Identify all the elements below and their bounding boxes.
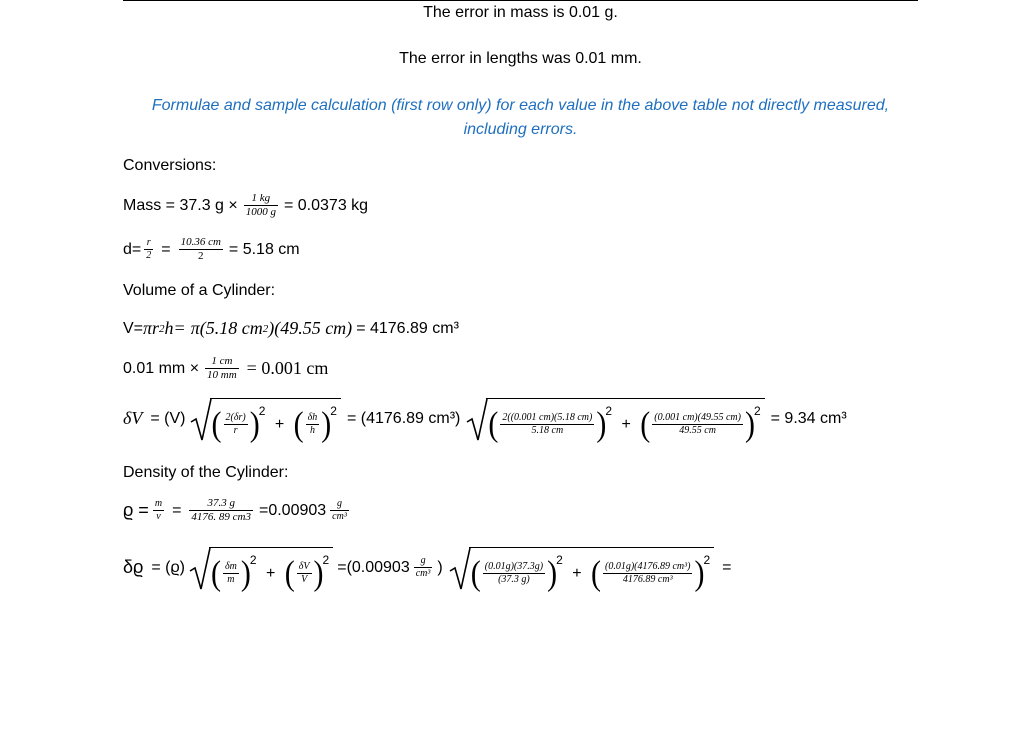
- error-conversion: 0.01 mm × $\frac{1 cm}{10 mm}$ = 0.001 cm: [123, 355, 329, 381]
- mass-result: = 0.0373 kg: [283, 196, 369, 214]
- diameter-r-fraction: $\frac{r}{2}$: [146, 237, 152, 261]
- radical-icon: [449, 547, 471, 591]
- volume-formula: V= πr 2 h= π(5.18 cm 2 )(49.55 cm) = 4176.89 cm³: [123, 318, 459, 338]
- density-radical-2: ( $\frac{(0.01g)(37.3g)}{(37.3 g)}$ )$^2$ + ( $\frac{\text{(0.01g)(4176.89 cm³)}}{\text{4176.89 cm³}}$ )$^2$: [449, 547, 714, 589]
- radical-icon: [189, 547, 211, 591]
- top-rule: [123, 0, 918, 1]
- caption-line-2: including errors.: [463, 121, 578, 138]
- density-radical-1: ( $\frac{\delta m}{m}$ )$^2$ + ( $\frac{\delta V}{V}$ )$^2$: [189, 547, 333, 589]
- density-uncertainty-result: =: [722, 558, 732, 576]
- caption-line-1: Formulae and sample calculation (first row only) for each value in the above table not directly measured,: [151, 97, 890, 114]
- density-fraction: $\frac{37.3 g}{4176. 89 cm3}$: [191, 497, 251, 523]
- diameter-value-fraction: $\frac{10.36 cm}{2}$: [180, 236, 221, 262]
- volume-radical-2: ( $\frac{2((0.001 cm)(5.18 cm)}{5.18 cm}$ )$^2$ + ( $\frac{(0.001 cm)(49.55 cm)}{49.55 cm}$ )$^2$: [466, 398, 764, 440]
- mass-error-text: The error in mass is 0.01 g.: [423, 4, 618, 21]
- density-uncertainty: δϱ = (ϱ) ( $\frac{\delta m}{m}$ )$^2$ + ( $\frac{\delta V}{V}$ )$^2$ =(0.00903 $\frac{g}{\text{cm³}}$ ) ( $\frac{(0.01g)(37.3g)}{(37.3 g)}$ )$^2$ + ( $\frac{\text{(0.01g)(4176.89 cm³)}}{\text{4176.89 cm³}}$ )$^2$ =: [123, 547, 732, 589]
- diameter-prefix: d=: [123, 240, 142, 258]
- diameter-conversion: d= $\frac{r}{2}$ = $\frac{10.36 cm}{2}$ = 5.18 cm: [123, 236, 300, 262]
- volume-uncertainty: δV = (V) ( $\frac{2(\delta r)}{r}$ )$^2$ + ( $\frac{\delta h}{h}$ )$^2$ = (4176.89 cm³) ( $\frac{2((0.001 cm)(5.18 cm)}{5.18 cm}$ )$^2$ + ( $\frac{(0.001 cm)(49.55 cm)}{49.55 cm}$ )$^2$ = 9.34 cm³: [123, 398, 847, 440]
- error-fraction: $\frac{1 cm}{10 mm}$: [207, 355, 237, 381]
- volume-radical-1: ( $\frac{2(\delta r)}{r}$ )$^2$ + ( $\frac{\delta h}{h}$ )$^2$: [190, 398, 341, 440]
- volume-heading: Volume of a Cylinder:: [123, 282, 276, 299]
- density-unit: $\frac{g}{\text{cm³}}$: [332, 498, 347, 522]
- density-formula: ϱ = $\frac{m}{v}$ = $\frac{37.3 g}{4176. 89 cm3}$ =0.00903 $\frac{g}{\text{cm³}}$: [123, 497, 347, 523]
- volume-uncertainty-result: = 9.34 cm³: [770, 409, 847, 427]
- mass-conversion: [123, 193, 368, 218]
- density-result: =0.00903: [258, 501, 327, 519]
- mass-fraction: $\frac{1 kg}{1000 g}$: [245, 192, 276, 218]
- radical-icon: [190, 398, 212, 442]
- length-error-text: The error in lengths was 0.01 mm.: [399, 50, 642, 67]
- volume-result: = 4176.89 cm³: [356, 319, 459, 337]
- mass-prefix: Mass = 37.3 g ×: [123, 196, 238, 214]
- density-heading: Density of the Cylinder:: [123, 464, 289, 481]
- diameter-result: = 5.18 cm: [228, 240, 300, 258]
- radical-icon: [466, 398, 488, 442]
- conversions-heading: Conversions:: [123, 157, 217, 174]
